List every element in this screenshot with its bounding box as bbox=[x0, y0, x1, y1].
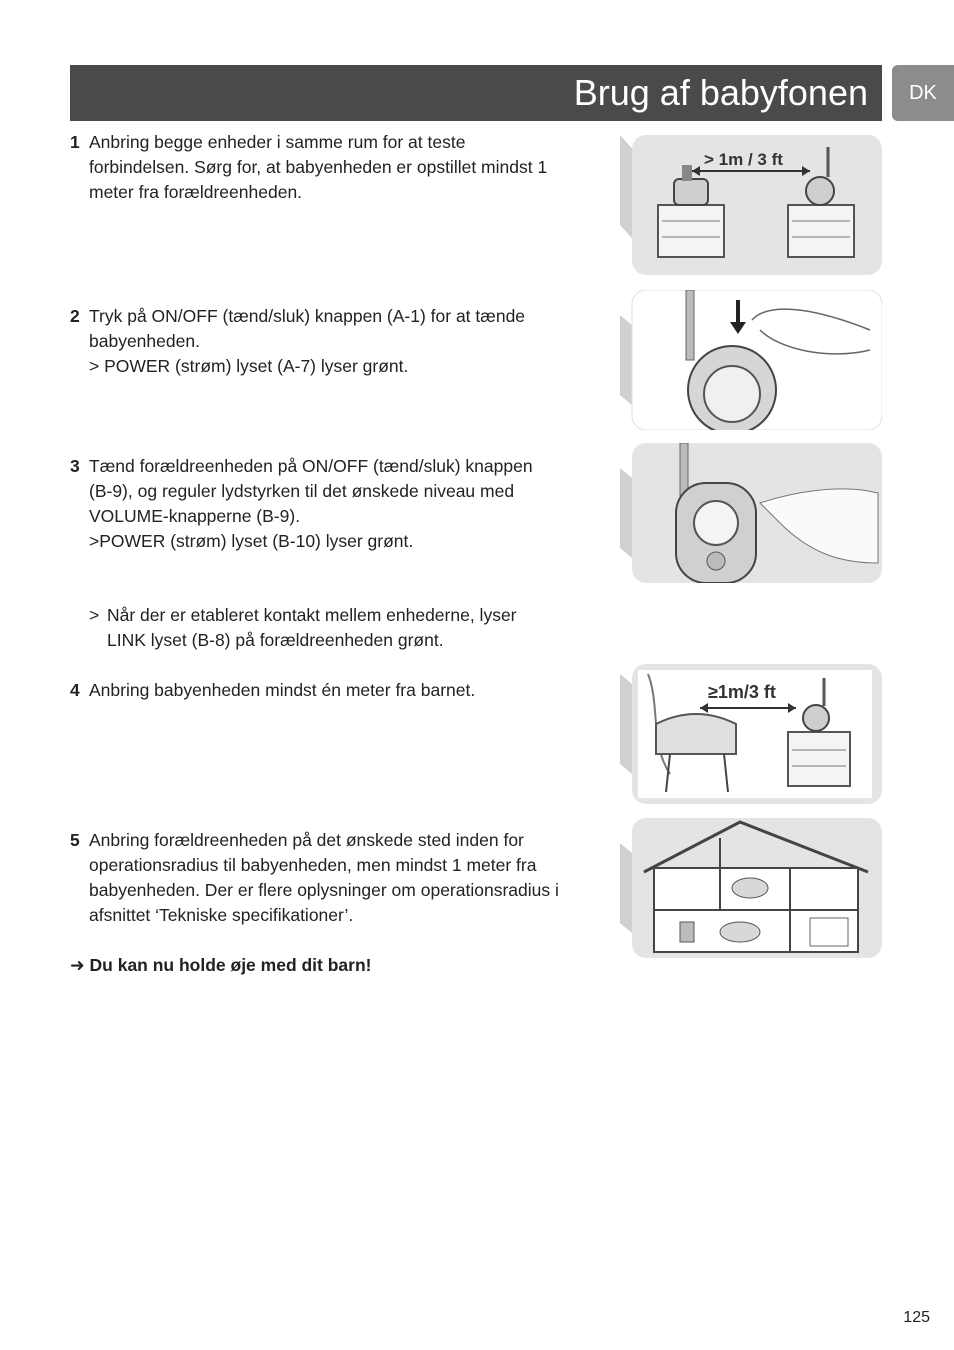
step-text-line: afsnittet ‘Tekniske specifikationer’. bbox=[89, 905, 354, 925]
step-text-line: Anbring forældreenheden på det ønskede sted inden for bbox=[89, 830, 524, 850]
step-text-line: Anbring begge enheder i samme rum for at teste bbox=[89, 132, 466, 152]
step-text-line: >POWER (strøm) lyset (B-10) lyser grønt. bbox=[89, 531, 414, 551]
step-3 bbox=[70, 454, 600, 554]
final-statement: ➜ Du kan nu holde øje med dit barn! bbox=[70, 955, 372, 975]
units-distance-illustration bbox=[620, 135, 882, 275]
house-range-illustration bbox=[620, 818, 882, 958]
step-text-line: babyenheden. Der er flere oplysninger om operationsradius i bbox=[89, 880, 559, 900]
language-tab: DK bbox=[892, 65, 954, 121]
step-number: 4 bbox=[70, 680, 80, 700]
step-2 bbox=[70, 304, 600, 379]
illustration-distance-test bbox=[620, 135, 882, 275]
header-bar bbox=[70, 65, 882, 121]
step-text-line: babyenheden. bbox=[89, 331, 200, 351]
note-marker: > bbox=[89, 605, 100, 625]
distance-label: > 1m / 3 ft bbox=[704, 150, 783, 169]
step-text-line: Tænd forældreenheden på ON/OFF (tænd/sluk) knappen bbox=[89, 456, 533, 476]
step-text-line: forbindelsen. Sørg for, at babyenheden er opstillet mindst 1 bbox=[89, 157, 548, 177]
step-text-line: > POWER (strøm) lyset (A-7) lyser grønt. bbox=[89, 356, 409, 376]
illustration-crib-distance bbox=[620, 664, 882, 804]
step-text-line: Tryk på ON/OFF (tænd/sluk) knappen (A-1) for at tænde bbox=[89, 306, 526, 326]
baby-unit-button-illustration bbox=[620, 290, 882, 430]
step-number: 5 bbox=[70, 830, 80, 850]
page-number: 125 bbox=[903, 1309, 930, 1326]
step-text-line: meter fra forældreenheden. bbox=[89, 182, 303, 202]
step-number: 1 bbox=[70, 132, 80, 152]
note-text-line: LINK lyset (B-8) på forældreenheden grønt. bbox=[107, 630, 444, 650]
step-1 bbox=[70, 130, 600, 205]
step-text-line: VOLUME-knapperne (B-9). bbox=[89, 506, 301, 526]
step-number: 3 bbox=[70, 456, 80, 476]
illustration-baby-unit-on bbox=[620, 290, 882, 430]
note-text-line: Når der er etableret kontakt mellem enhederne, lyser bbox=[107, 605, 517, 625]
illustration-parent-unit-on bbox=[620, 443, 882, 583]
parent-unit-button-illustration bbox=[620, 443, 882, 583]
page-title: Brug af babyfonen bbox=[573, 72, 868, 113]
link-note bbox=[89, 603, 599, 653]
step-text-line: (B-9), og reguler lydstyrken til det ønskede niveau med bbox=[89, 481, 515, 501]
illustration-house-range bbox=[620, 818, 882, 958]
step-4 bbox=[70, 678, 600, 703]
step-text-line: Anbring babyenheden mindst én meter fra barnet. bbox=[89, 680, 476, 700]
crib-distance-illustration bbox=[620, 664, 882, 804]
step-number: 2 bbox=[70, 306, 80, 326]
step-text-line: operationsradius til babyenheden, men mindst 1 meter fra bbox=[89, 855, 537, 875]
step-5 bbox=[70, 828, 600, 928]
crib-distance-label: ≥1m/3 ft bbox=[708, 682, 776, 702]
